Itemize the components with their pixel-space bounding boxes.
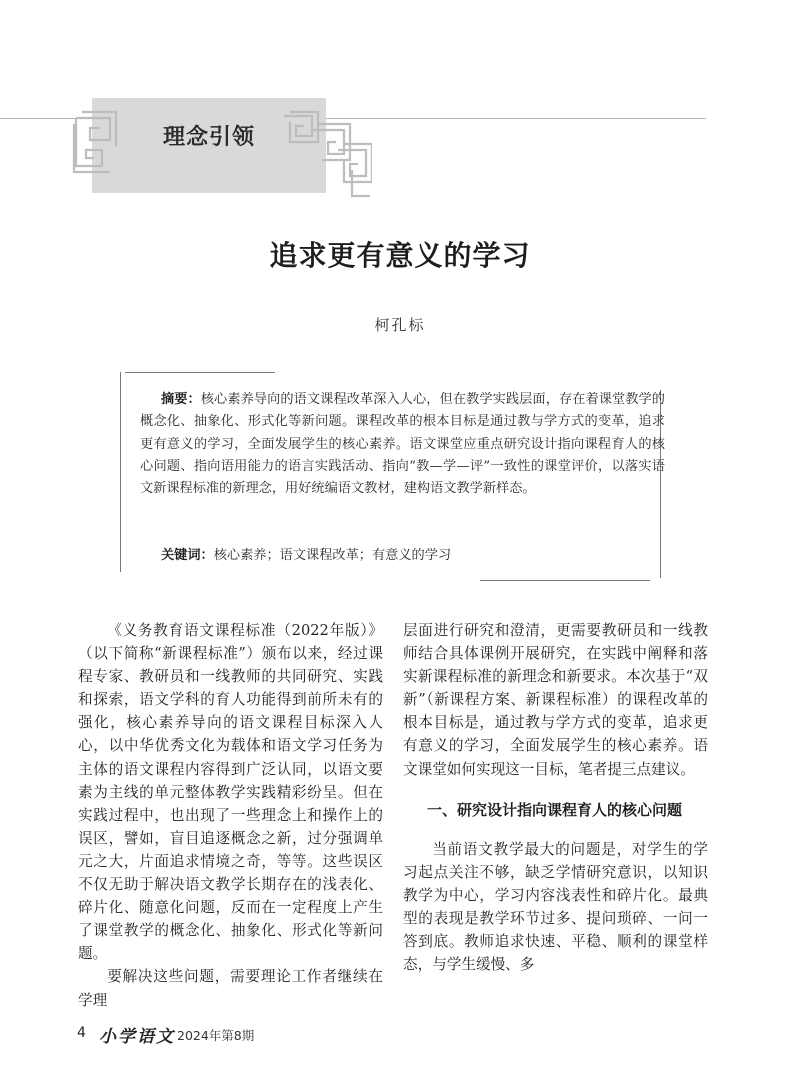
keywords — [161, 544, 451, 563]
fret-ornament-left-icon — [72, 110, 132, 180]
abstract-label: 摘要： — [161, 392, 201, 407]
body-paragraph: 《义务教育语文课程标准（2022年版）》（以下简称“新课程标准”）颁布以来，经过课程专家、教研员和一线教师的共同研究、实践和探索，语文学科的育人功能得到前所未有的强化，核心素养导向的语文课程目标深入人心，以中华优秀文化为载体和语文学习任务为主体的语文课程内容得到广泛认同，以语文要素为主线的单元整体教学实践精彩纷呈。但在实践过程中，也出现了一些理念上和操作上的误区，譬如，盲目追逐概念之新，过分强调单元之大，片面追求情境之奇，等等。这些误区不仅无助于解决语文教学长期存在的浅表化、碎片化、随意化问题，反而在一定程度上产生了课堂教学的概念化、抽象化、形式化等新问题。 — [78, 622, 383, 963]
journal-logo: 小学语文 — [99, 1027, 175, 1047]
body-paragraph: 当前语文教学最大的问题是，对学生的学习起点关注不够，缺乏学情研究意识，以知识教学为中心，学习内容浅表性和碎片化。最典型的表现是教学环节过多、提问琐碎、一问一答到底。教师追求快速、平稳、顺利的课堂样态，与学生缓慢、多 — [403, 840, 708, 974]
body-column-right — [403, 619, 708, 976]
keywords-label: 关键词： — [161, 548, 214, 563]
body-paragraph: 要解决这些问题，需要理论工作者继续在学理 — [78, 968, 383, 1009]
abstract-frame-bottom — [480, 580, 650, 581]
keywords-text: 核心素养；语文课程改革；有意义的学习 — [213, 548, 452, 563]
body-paragraph: 层面进行研究和澄清，更需要教研员和一线教师结合具体课例开展研究，在实践中阐释和落实新课程标准的新理念和新要求。本次基于“双新”（新课程方案、新课程标准）的课程改革的根本目标是，通过教与学方式的变革，追求更有意义的学习，全面发展学生的核心素养。语文课堂如何实现这一目标，笔者提三点建议。 — [403, 622, 708, 778]
abstract-frame-top — [125, 372, 275, 373]
body-column-left — [78, 619, 383, 1012]
abstract-frame-left — [120, 372, 121, 572]
header-rule-right — [326, 118, 706, 119]
abstract — [140, 389, 665, 500]
section-heading: 一、研究设计指向课程育人的核心问题 — [427, 800, 683, 819]
issue-label: 2024年第8期 — [177, 1028, 255, 1043]
section-banner-title: 理念引领 — [163, 125, 256, 150]
article-title: 追求更有意义的学习 — [269, 239, 531, 272]
article-author: 柯孔标 — [374, 316, 426, 334]
abstract-text: 核心素养导向的语文课程改革深入人心，但在教学实践层面，存在着课堂教学的概念化、抽象化、形式化等新问题。课程改革的根本目标是通过教与学方式的变革，追求更有意义的学习，全面发展学生的核心素养。语文课堂应重点研究设计指向课程育人的核心问题、指向语用能力的语言实践活动、指向“教—学—评”一致性的课堂评价，以落实语文新课程标准的新理念，用好统编语文教材，建构语文教学新样态。 — [140, 392, 665, 497]
page-number: 4 — [77, 1025, 86, 1041]
fret-ornament-right-icon — [282, 110, 372, 200]
